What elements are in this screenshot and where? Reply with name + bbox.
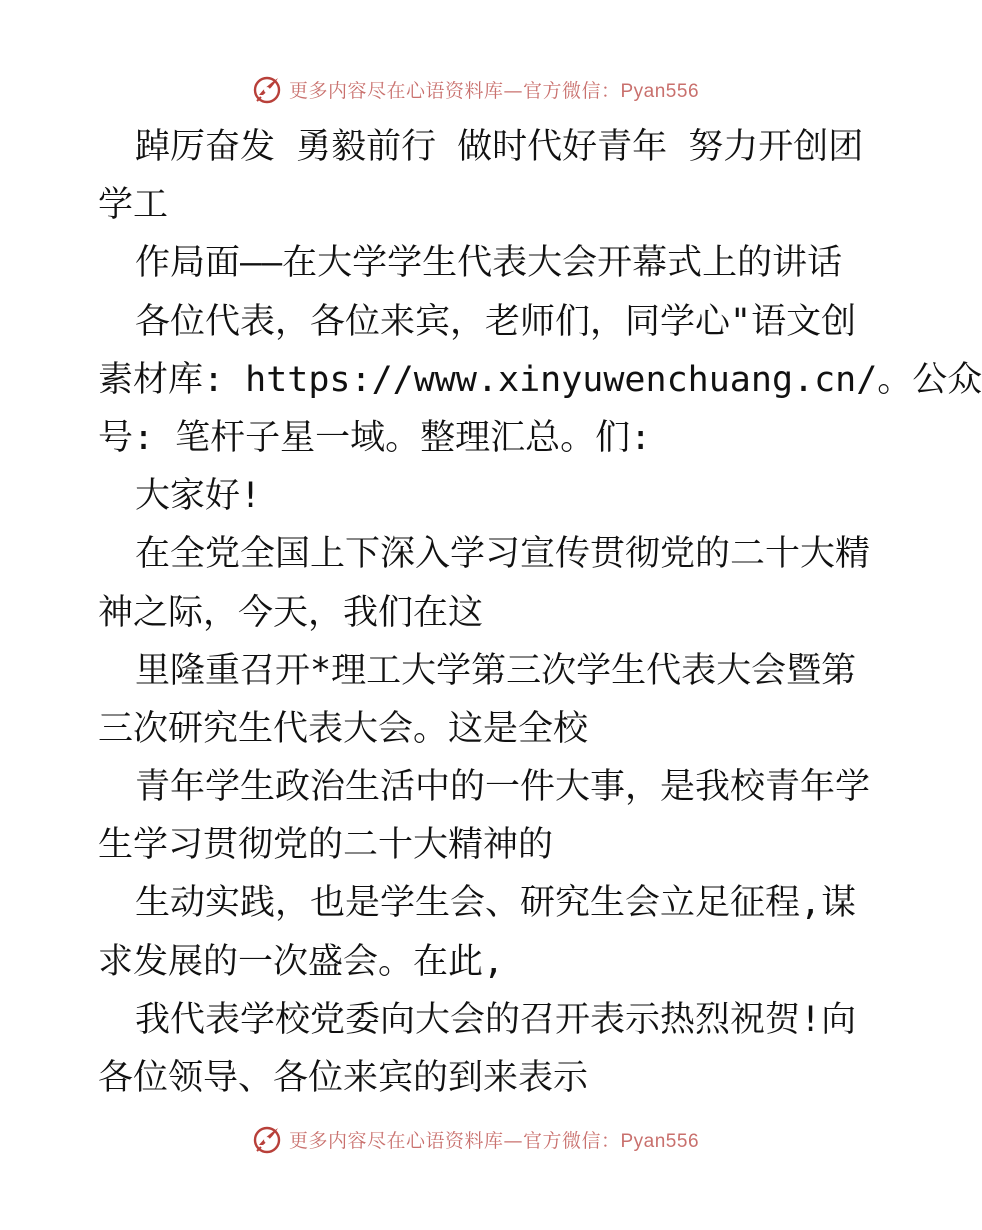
body-line: 在全党全国上下深入学习宣传贯彻党的二十大精	[135, 534, 871, 575]
body-line: 各位代表，各位来宾，老师们，同学心"语文创	[135, 301, 857, 342]
body-line: 生动实践，也是学生会、研究生会立足征程,谋	[135, 883, 857, 924]
body-line: 大家好!	[135, 476, 262, 517]
body-line: 我代表学校党委向大会的召开表示热烈祝贺!向	[135, 999, 857, 1040]
body-line: 求发展的一次盛会。在此,	[98, 941, 505, 982]
banner-separator: —	[503, 1129, 523, 1152]
body-line: 生学习贯彻党的二十大精神的	[98, 825, 554, 866]
banner-site-name: 更多内容尽在心语资料库	[288, 1129, 504, 1152]
body-line: 号: 笔杆子星一域。整理汇总。们:	[98, 417, 652, 458]
body-line: 青年学生政治生活中的一件大事，是我校青年学	[135, 767, 871, 808]
header-banner	[0, 72, 950, 106]
body-line: 学工	[98, 185, 169, 226]
banner-wechat-label: 官方微信：	[522, 1129, 621, 1152]
body-line: 各位领导、各位来宾的到来表示	[98, 1058, 589, 1098]
body-line: 里隆重召开*理工大学第三次学生代表大会暨第	[135, 650, 857, 691]
body-line: 神之际，今天，我们在这	[98, 592, 484, 633]
document-body	[98, 118, 982, 1107]
body-line: 踔厉奋发 勇毅前行 做时代好青年 努力开创团	[135, 127, 864, 167]
banner-wechat-id: Pyan556	[620, 1130, 700, 1152]
quill-logo-icon	[251, 73, 283, 105]
banner-site-name: 更多内容尽在心语资料库	[288, 79, 504, 102]
quill-logo-icon	[251, 1123, 283, 1155]
body-line: 素材库: https://www.xinyuwenchuang.cn/。公众	[98, 359, 982, 400]
body-line: 作局面——在大学学生代表大会开幕式上的讲话	[135, 243, 843, 284]
body-line: 三次研究生代表大会。这是全校	[98, 708, 589, 749]
footer-banner	[0, 1122, 950, 1156]
banner-wechat-label: 官方微信：	[522, 79, 621, 102]
banner-wechat-id: Pyan556	[620, 80, 700, 102]
banner-separator: —	[503, 79, 523, 102]
